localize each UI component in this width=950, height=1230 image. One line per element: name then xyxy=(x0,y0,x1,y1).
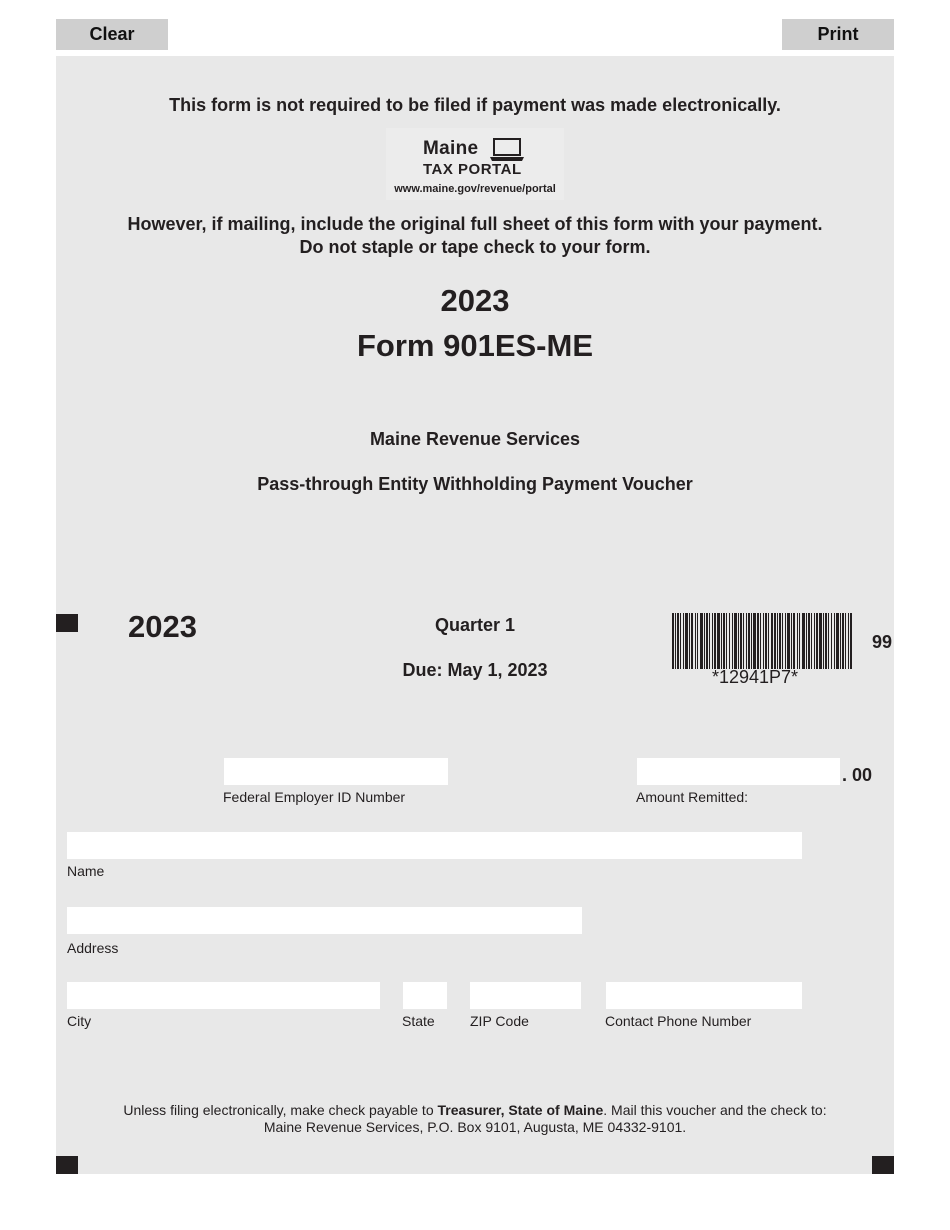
mailing-instruction-line2: Do not staple or tape check to your form. xyxy=(299,237,651,257)
due-date: Due: May 1, 2023 xyxy=(402,660,548,680)
footer-payee: Treasurer, State of Maine xyxy=(437,1102,604,1118)
form-year: 2023 xyxy=(440,283,510,318)
agency-name: Maine Revenue Services xyxy=(369,429,581,449)
barcode-text: *12941P7* xyxy=(711,667,799,687)
electronic-payment-notice: This form is not required to be filed if payment was made electronically. xyxy=(169,95,781,115)
amount-cents: . 00 xyxy=(842,765,873,785)
amount-remitted-label: Amount Remitted: xyxy=(636,789,749,805)
fein-label: Federal Employer ID Number xyxy=(223,789,406,805)
registration-mark xyxy=(56,1156,78,1174)
logo-url-text: www.maine.gov/revenue/portal xyxy=(394,183,556,195)
mailing-instruction-line1: However, if mailing, include the original full sheet of this form with your payment. xyxy=(127,214,823,234)
tax-portal-logo xyxy=(386,128,564,200)
form-sheet xyxy=(56,56,894,1174)
form-title: Form 901ES-ME xyxy=(356,328,593,363)
fein-input[interactable] xyxy=(224,758,448,785)
voucher-title: Pass-through Entity Withholding Payment Voucher xyxy=(257,474,693,494)
zip-input[interactable] xyxy=(470,982,581,1009)
print-button[interactable]: Print xyxy=(782,19,894,50)
name-label: Name xyxy=(67,863,105,879)
registration-mark xyxy=(872,1156,894,1174)
address-label: Address xyxy=(67,940,119,956)
city-label: City xyxy=(67,1013,92,1029)
logo-tax-portal-text: TAX PORTAL xyxy=(423,161,522,178)
amount-remitted-input[interactable] xyxy=(637,758,840,785)
voucher-year: 2023 xyxy=(128,609,197,644)
barcode xyxy=(670,613,854,669)
form-code: 99 xyxy=(872,632,893,652)
zip-label: ZIP Code xyxy=(470,1013,529,1029)
footer-pre: Unless filing electronically, make check payable to xyxy=(123,1102,438,1118)
logo-maine-text: Maine xyxy=(423,138,479,159)
city-input[interactable] xyxy=(67,982,380,1009)
laptop-icon xyxy=(489,137,525,163)
quarter-label: Quarter 1 xyxy=(434,615,516,635)
clear-button[interactable]: Clear xyxy=(56,19,168,50)
footer-post: . Mail this voucher and the check to: xyxy=(603,1102,827,1118)
name-input[interactable] xyxy=(67,832,802,859)
phone-label: Contact Phone Number xyxy=(605,1013,752,1029)
state-input[interactable] xyxy=(403,982,447,1009)
phone-input[interactable] xyxy=(606,982,802,1009)
state-label: State xyxy=(402,1013,435,1029)
footer-address: Maine Revenue Services, P.O. Box 9101, Augusta, ME 04332-9101. xyxy=(263,1119,687,1135)
address-input[interactable] xyxy=(67,907,582,934)
footer-instructions xyxy=(56,1102,894,1118)
